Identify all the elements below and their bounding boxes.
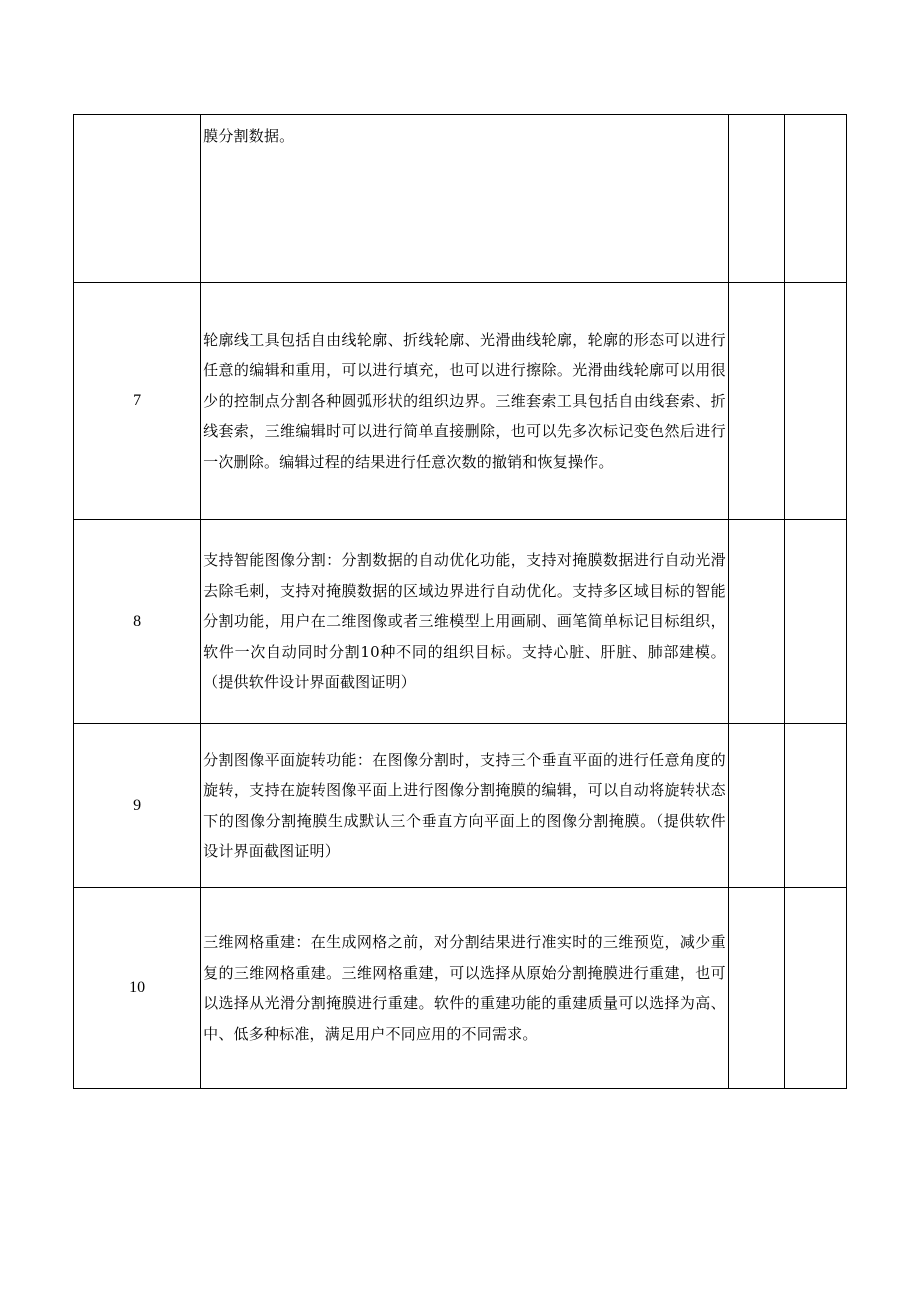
empty-cell xyxy=(784,888,846,1089)
empty-cell xyxy=(784,724,846,888)
item-description: 支持智能图像分割：分割数据的自动优化功能，支持对掩膜数据进行自动光滑去除毛刺，支持对掩膜数据的区域边界进行自动优化。支持多区域目标的智能分割功能，用户在二维图像或者三维模型上用画刷、画笔简单标记目标组织，软件一次自动同时分割10种不同的组织目标。支持心脏、肝脏、肺部建模。（提供软件设计界面截图证明） xyxy=(201,520,729,724)
item-number: 8 xyxy=(74,520,201,724)
empty-cell xyxy=(784,283,846,520)
item-description: 分割图像平面旋转功能：在图像分割时，支持三个垂直平面的进行任意角度的旋转，支持在旋转图像平面上进行图像分割掩膜的编辑，可以自动将旋转状态下的图像分割掩膜生成默认三个垂直方向平面上的图像分割掩膜。（提供软件设计界面截图证明） xyxy=(201,724,729,888)
empty-cell xyxy=(728,283,784,520)
table-row xyxy=(74,283,847,520)
item-number: 7 xyxy=(74,283,201,520)
table-row xyxy=(74,115,847,283)
empty-cell xyxy=(728,724,784,888)
empty-cell xyxy=(728,888,784,1089)
table-row xyxy=(74,724,847,888)
item-description: 三维网格重建：在生成网格之前，对分割结果进行准实时的三维预览，减少重复的三维网格重建。三维网格重建，可以选择从原始分割掩膜进行重建，也可以选择从光滑分割掩膜进行重建。软件的重建功能的重建质量可以选择为高、中、低多种标准，满足用户不同应用的不同需求。 xyxy=(201,888,729,1089)
table-row xyxy=(74,888,847,1089)
empty-cell xyxy=(728,520,784,724)
item-description: 膜分割数据。 xyxy=(201,115,729,283)
empty-cell xyxy=(728,115,784,283)
empty-cell xyxy=(784,520,846,724)
empty-cell xyxy=(784,115,846,283)
item-number: 10 xyxy=(74,888,201,1089)
item-number xyxy=(74,115,201,283)
item-description: 轮廓线工具包括自由线轮廓、折线轮廓、光滑曲线轮廓，轮廓的形态可以进行任意的编辑和重用，可以进行填充，也可以进行擦除。光滑曲线轮廓可以用很少的控制点分割各种圆弧形状的组织边界。三维套索工具包括自由线套索、折线套索，三维编辑时可以进行简单直接删除，也可以先多次标记变色然后进行一次删除。编辑过程的结果进行任意次数的撤销和恢复操作。 xyxy=(201,283,729,520)
item-number: 9 xyxy=(74,724,201,888)
table-row xyxy=(74,520,847,724)
requirements-table xyxy=(73,114,847,1089)
